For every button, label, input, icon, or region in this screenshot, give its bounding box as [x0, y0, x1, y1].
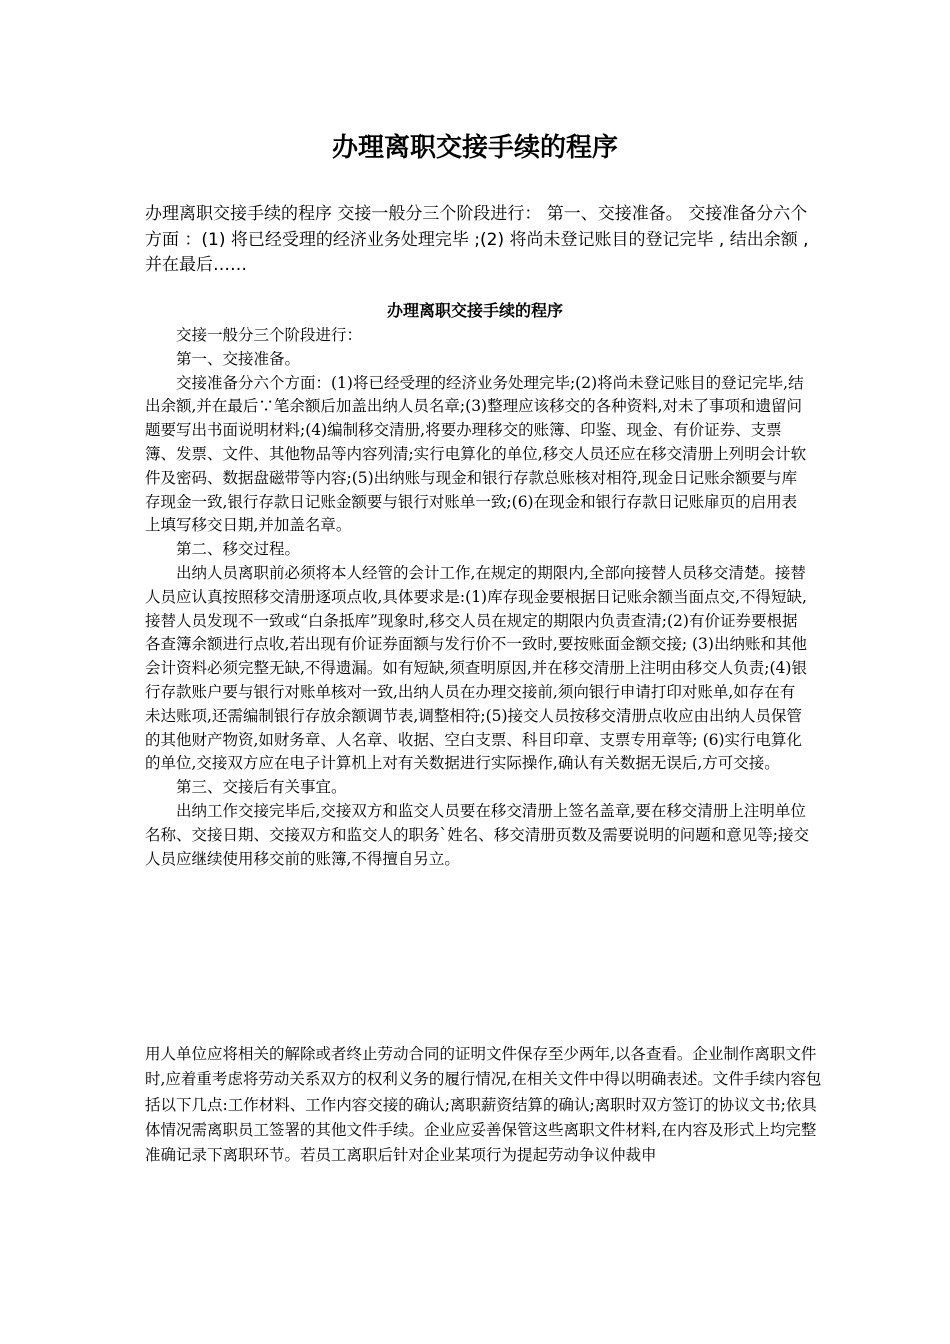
closing-paragraph: 用人单位应将相关的解除或者终止劳动合同的证明文件保存至少两年,以各查看。企业制作离职文件时,应着重考虑将劳动关系双方的权利义务的履行情况,在相关文件中得以明确表述。文件手续内容包括以下几点:工作材料、工作内容交接的确认;离职薪资结算的确认;离职时双方签订的协议文书;依具体情况需离职员工签署的其他文件手续。企业应妥善保管这些离职文件材料,在内容及形式上均完整准确记录下离职环节。若员工离职后针对企业某项行为提起劳动争议仲裁申: [145, 1045, 822, 1165]
intro-paragraph: 交接一般分三个阶段进行：: [176, 326, 363, 344]
document-title: 办理离职交接手续的程序: [386, 301, 563, 320]
preparation-paragraph: 交接准备分六个方面：(1)将已经受理的经济业务处理完毕;(2)将尚未登记账目的登记完毕,结出余额,并在最后∵笔余额后加盖出纳人员名章;(3)整理应该移交的各种资料,对未了事项和遗留问题要写出书面说明材料;(4)编制移交清册,将要办理移交的账簿、印鉴、现金、有价证券、支票簿、发票、文件、其他物品等内容列清;实行电算化的单位,移交人员还应在移交清册上列明会计软件及密码、数据盘磁带等内容;(5)出纳账与现金和银行存款总账核对相符,现金日记账余额要与库存现金一致,银行存款日记账金额要与银行对账单一致;(6)在现金和银行存款日记账扉页的启用表上填写移交日期,并加盖名章。: [145, 373, 807, 535]
transfer-paragraph: 出纳人员离职前必须将本人经管的会计工作,在规定的期限内,全部向接替人员移交清楚。接替人员应认真按照移交清册逐项点收,具体要求是:(1)库存现金要根据日记账余额当面点交,不得短缺,接替人员发现不一致或“白条抵库”现象时,移交人员在规定的期限内负责查清;(2)有价证券要根据各查簿余额进行点收,若出现有价证券面额与发行价不一致时,要按账面金额交接; (3)出纳账和其他会计资料必须完整无缺,不得遗漏。如有短缺,须查明原因,并在移交清册上注明由移交人负责;(4)银行存款账户要与银行对账单核对一致,出纳人员在办理交接前,须向银行申请打印对账单,如存在有未达账项,还需编制银行存放余额调节表,调整相符;(5)接交人员按移交清册点收应由出纳人员保管的其他财产物资,如财务章、人名章、收据、空白支票、科目印章、支票专用章等; (6)实行电算化的单位,交接双方应在电子计算机上对有关数据进行实际操作,确认有关数据无误后,方可交接。: [145, 563, 807, 773]
summary-paragraph: 办理离职交接手续的程序 交接一般分三个阶段进行： 第一、交接准备。 交接准备分六个方面 ：(1) 将已经受理的经济业务处理完毕 ;(2) 将尚未登记账目的登记完毕 , 结出余额 , 并在最后……: [145, 204, 809, 275]
after-paragraph: 出纳工作交接完毕后,交接双方和监交人员要在移交清册上签名盖章,要在移交清册上注明单位名称、交接日期、交接双方和监交人的职务`姓名、移交清册页数及需要说明的问题和意见等;接交人员应继续使用移交前的账簿,不得擅自另立。: [145, 801, 809, 868]
main-title: 办理离职交接手续的程序: [331, 133, 618, 163]
document-body: [145, 324, 810, 871]
section-heading-transfer: 第二、移交过程。: [176, 540, 301, 559]
section-heading-after: 第三、交接后有关事宜。: [176, 778, 347, 797]
section-heading-preparation: 第一、交接准备。: [176, 349, 301, 368]
